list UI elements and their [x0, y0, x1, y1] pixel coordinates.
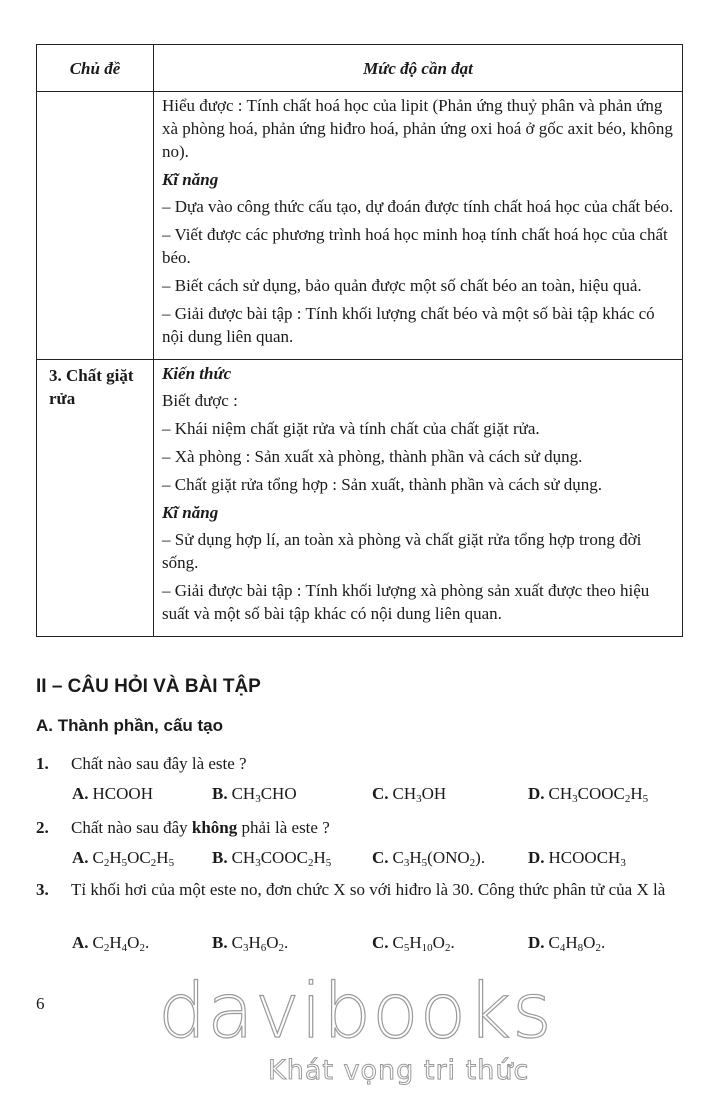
question-stem: Chất nào sau đây không phải là este ?: [71, 818, 330, 837]
option-label: B.: [212, 784, 228, 803]
option-label: C.: [372, 933, 389, 952]
question-number: 1.: [36, 754, 49, 773]
content-line: Biết được :: [162, 391, 238, 410]
question-stem: Chất nào sau đây là este ?: [71, 754, 247, 773]
header-topic: Chủ đề: [37, 45, 154, 92]
content-line: – Giải được bài tập : Tính khối lượng chất béo và một số bài tập khác có nội dung liên quan.: [162, 304, 655, 346]
option-d: D. $CH_3COOC_2H_5$: [528, 784, 649, 805]
table-row: [37, 92, 683, 360]
content-line: – Giải được bài tập : Tính khối lượng xà phòng sản xuất được theo hiệu suất và một số bài tập khác có nội dung liên quan.: [162, 581, 650, 623]
content-line: – Khái niệm chất giặt rửa và tính chất của chất giặt rửa.: [162, 419, 540, 438]
option-label: D.: [528, 848, 545, 867]
content-line: – Viết được các phương trình hoá học minh hoạ tính chất hoá học của chất béo.: [162, 225, 668, 267]
table-header-row: [37, 45, 683, 92]
content-heading: Kĩ năng: [162, 170, 219, 189]
objectives-table: [36, 44, 683, 637]
question-2: [36, 816, 686, 840]
content-heading: Kiến thức: [162, 364, 232, 383]
option-d: D. $HCOOCH_3$: [528, 848, 626, 869]
option-a: A. $C_2H_5OC_2H_5$: [72, 848, 175, 869]
option-label: C.: [372, 784, 389, 803]
question-number: 2.: [36, 818, 49, 837]
option-a: A. HCOOH: [72, 784, 153, 803]
content-line: – Xà phòng : Sản xuất xà phòng, thành phần và cách sử dụng.: [162, 447, 583, 466]
option-label: A.: [72, 933, 89, 952]
content-line: Hiểu được : Tính chất hoá học của lipit (Phản ứng thuỷ phân và phản ứng xà phòng hoá, phản ứng hiđro hoá, phản ứng oxi hoá ở gốc axit béo, không no).: [162, 96, 673, 161]
option-label: C.: [372, 848, 389, 867]
question-3: [36, 878, 686, 902]
option-c: C. $C_5H_{10}O_2$.: [372, 933, 455, 954]
content-line: – Chất giặt rửa tổng hợp : Sản xuất, thành phần và cách sử dụng.: [162, 475, 603, 494]
requirements-cell: [154, 360, 683, 637]
option-label: D.: [528, 784, 545, 803]
option-label: B.: [212, 933, 228, 952]
question-stem: Tỉ khối hơi của một este no, đơn chức X so với hiđro là 30. Công thức phân tử của X là: [71, 880, 666, 899]
topic-cell: [37, 92, 154, 360]
option-label: B.: [212, 848, 228, 867]
question-number: 3.: [36, 880, 49, 899]
table-row: [37, 360, 683, 637]
option-a: A. $C_2H_4O_2$.: [72, 933, 150, 954]
content-line: – Biết cách sử dụng, bảo quản được một số chất béo an toàn, hiệu quả.: [162, 276, 642, 295]
subsection-title: A. Thành phần, cấu tạo: [36, 716, 224, 735]
section-title: II – CÂU HỎI VÀ BÀI TẬP: [36, 676, 261, 697]
content-line: – Dựa vào công thức cấu tạo, dự đoán được tính chất hoá học của chất béo.: [162, 197, 674, 216]
option-label: A.: [72, 784, 89, 803]
option-c: C. $CH_3OH$: [372, 784, 447, 805]
option-label: D.: [528, 933, 545, 952]
option-b: B. $CH_3COOC_2H_5$: [212, 848, 332, 869]
option-label: A.: [72, 848, 89, 867]
watermark-tagline: Khát vọng tri thức: [268, 1055, 530, 1086]
topic-cell: 3. Chất giặt rửa: [37, 360, 154, 637]
header-requirements: Mức độ cần đạt: [154, 45, 683, 92]
content-heading: Kĩ năng: [162, 503, 219, 522]
option-b: B. $C_3H_6O_2$.: [212, 933, 289, 954]
page-number: 6: [36, 994, 45, 1013]
emphasis: không: [191, 818, 238, 837]
content-line: – Sử dụng hợp lí, an toàn xà phòng và chất giặt rửa tổng hợp trong đời sống.: [162, 530, 642, 572]
option-b: B. $CH_3CHO$: [212, 784, 297, 805]
option-c: C. $C_3H_5(ONO_2)$.: [372, 848, 486, 869]
option-d: D. $C_4H_8O_2$.: [528, 933, 606, 954]
question-1: [36, 752, 686, 776]
watermark-brand: davibooks: [158, 966, 553, 1055]
requirements-cell: [154, 92, 683, 360]
